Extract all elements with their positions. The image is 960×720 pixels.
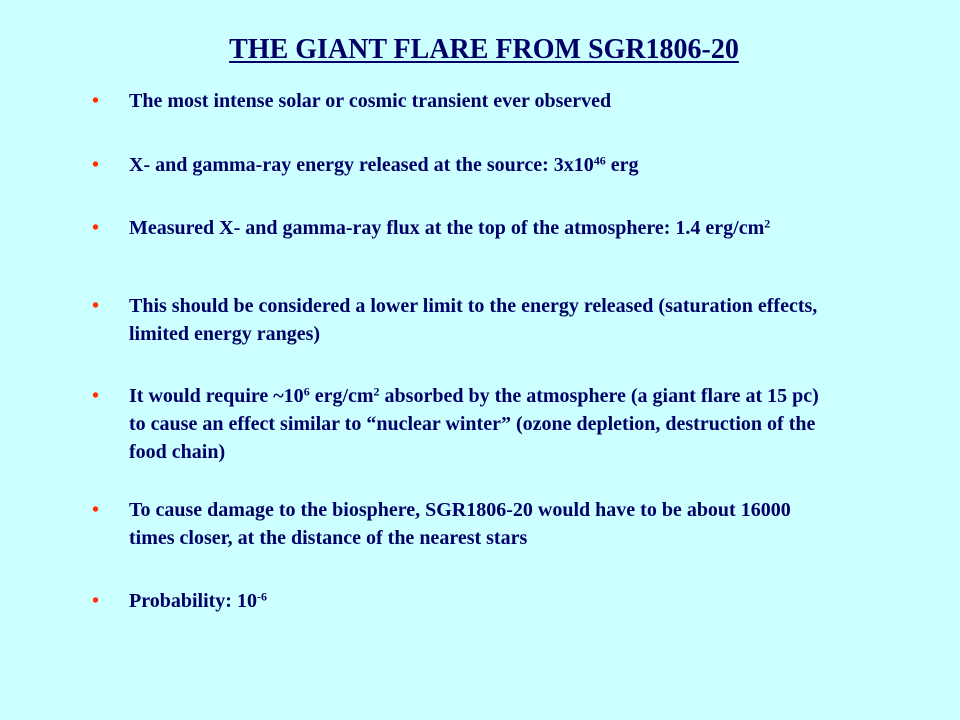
bullet-text: Measured X- and gamma-ray flux at the top of the atmosphere: 1.4 erg/$cm^2$	[129, 216, 771, 239]
bullet-icon: •	[92, 295, 100, 317]
bullet-icon: •	[92, 499, 100, 521]
bullet-text: This should be considered a lower limit to the energy released (saturation effects, limited energy ranges)	[129, 295, 818, 345]
bullet-icon: •	[92, 154, 100, 176]
bullet-icon: •	[92, 90, 100, 112]
superscript: 2	[373, 384, 380, 399]
bullet-icon: •	[92, 385, 100, 407]
bullet-icon: •	[92, 590, 100, 612]
bullet-text: It would require $\sim 10^6$ erg/$cm^2$ absorbed by the atmosphere (a giant flare at 15 pc) to cause an effect similar to “nuclear winter” (ozone depletion, destruction of the food chain)	[129, 384, 819, 463]
slide-title: THE GIANT FLARE FROM SGR1806-20	[229, 34, 739, 65]
bullet-icon: •	[92, 217, 100, 239]
superscript: 2	[764, 216, 771, 231]
superscript: 6	[303, 384, 310, 399]
bullet-text: X- and gamma-ray energy released at the source: $3x10^{46}$ erg	[129, 153, 639, 176]
superscript: 46	[593, 153, 606, 168]
bullet-text: The most intense solar or cosmic transient ever observed	[129, 90, 612, 112]
bullet-text: Probability: $10^{-6}$	[129, 589, 267, 612]
bullet-text: To cause damage to the biosphere, SGR1806-20 would have to be about 16000 times closer, at the distance of the nearest stars	[129, 499, 791, 549]
superscript: -6	[256, 589, 267, 604]
